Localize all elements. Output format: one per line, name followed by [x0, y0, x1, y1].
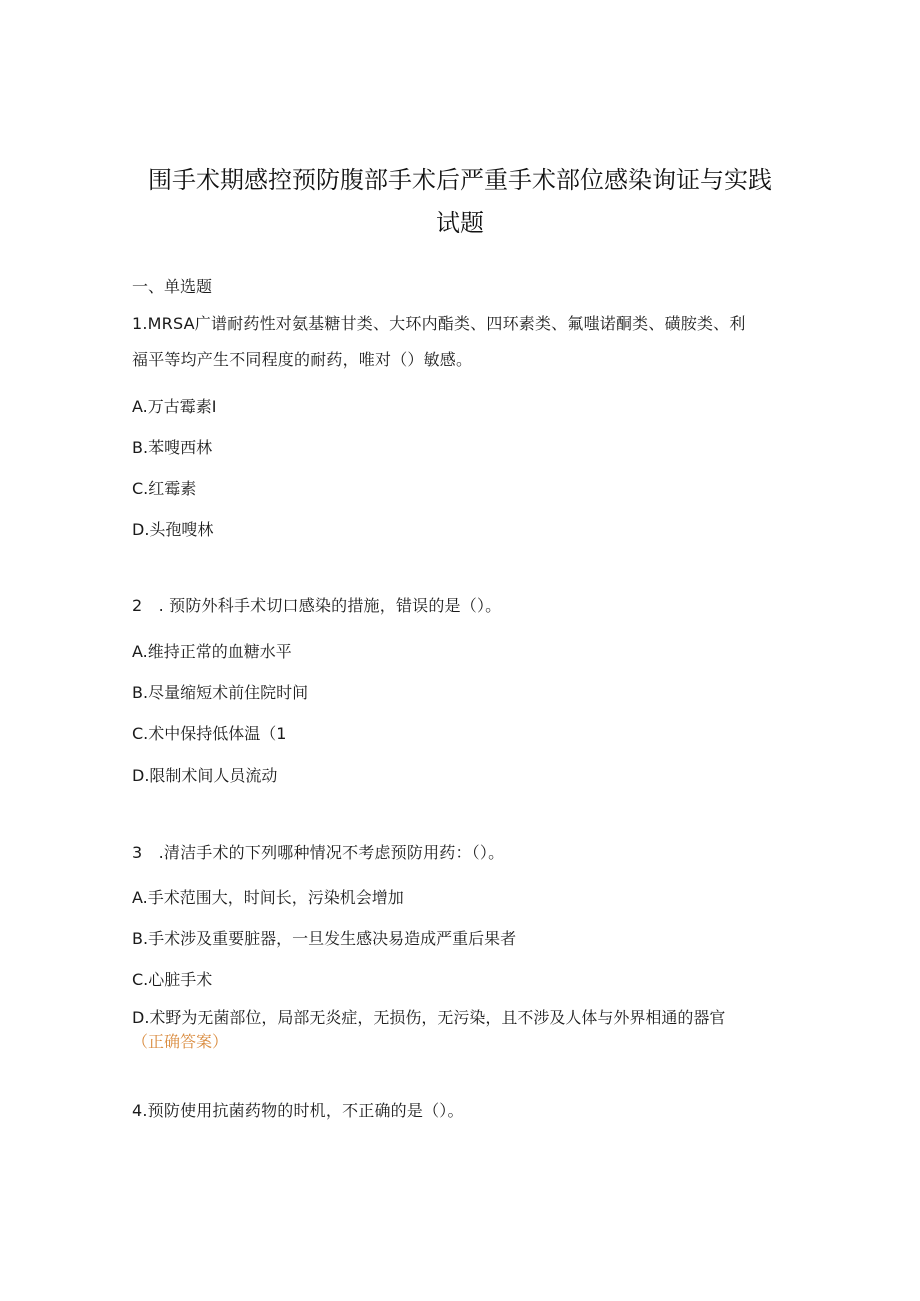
question-3-stem: 3 .清洁手术的下列哪种情况不考虑预防用药：（）。	[132, 843, 505, 862]
question-1-stem-line2: 福平等均产生不同程度的耐药，唯对（）敏感。	[132, 350, 473, 369]
correct-answer-note: （正确答案）	[132, 1032, 229, 1051]
question-2-stem: 2 . 预防外科手术切口感染的措施，错误的是（）。	[132, 596, 502, 615]
question-3-option-c: C.心脏手术	[132, 970, 213, 989]
document-title-line1: 围手术期感控预防腹部手术后严重手术部位感染询证与实践	[148, 166, 772, 194]
question-4-stem: 4.预防使用抗菌药物的时机，不正确的是（）。	[132, 1101, 464, 1120]
question-1-option-d: D.头孢嗖林	[132, 520, 214, 539]
document-title-line2: 试题	[436, 209, 484, 237]
question-1-option-a: A.万古霉素I	[132, 397, 217, 416]
question-1-option-c: C.红霉素	[132, 479, 197, 498]
question-2-option-b: B.尽量缩短术前住院时间	[132, 683, 309, 702]
question-1-option-b: B.苯嗖西林	[132, 438, 213, 457]
question-1-stem-line1: 1.MRSA广谱耐药性对氨基糖甘类、大环内酯类、四环素类、氟嗤诺酮类、磺胺类、利	[132, 314, 746, 333]
question-3-option-a: A.手术范围大，时间长，污染机会增加	[132, 888, 404, 907]
question-3-option-d: D.术野为无菌部位，局部无炎症，无损伤，无污染，且不涉及人体与外界相通的器官	[132, 1008, 726, 1027]
question-3-option-b: B.手术涉及重要脏器，一旦发生感决易造成严重后果者	[132, 929, 517, 948]
section-heading: 一、单选题	[132, 277, 213, 296]
question-2-option-a: A.维持正常的血糖水平	[132, 642, 292, 661]
question-2-option-d: D.限制术间人员流动	[132, 766, 278, 785]
question-2-option-c: C.术中保持低体温（1	[132, 724, 287, 743]
